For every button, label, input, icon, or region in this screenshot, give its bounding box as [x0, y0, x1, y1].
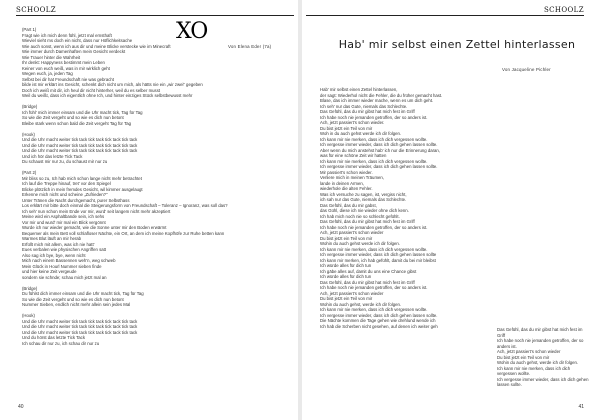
lyric-line: Du bist jetzt ein Teil von mir: [497, 354, 550, 360]
lyric-line: Ich habe noch nie jemanden getroffen, der so anders ist.: [320, 285, 428, 290]
lyric-line: Ich seh' nun schon mein Ende vor mir, wurd' seit langem nicht mehr akzeptiert: [22, 208, 171, 214]
lyric-line: Erfüllt mich mit allem, was ich nie hatt': [22, 241, 95, 247]
lyric-line: Ich kann mir nie merken, dass ich dich vergessen wollte.: [320, 158, 428, 164]
lyric-line: anders ist.: [497, 343, 517, 349]
lyric-line: Wohin du auch gehst werde ich dir folgen.: [320, 241, 400, 246]
lyric-line: Ich kann mir nie merken, dass ich dich vergessen wollte.: [320, 307, 428, 312]
lyric-line: Ach, jetzt passiert's schon wieder.: [320, 120, 385, 125]
lyric-line: Was ich versuche zu sagen, ist, vergiss nicht,: [320, 191, 407, 197]
lyric-line: Ich kann mir merken, ich hab gefühlt, damit du bei mir bleibst: [320, 257, 436, 263]
lyric-line: Ich vergesse immer wieder, dass ich dich gehen lassen sollte.: [320, 142, 438, 147]
header-rule: [16, 15, 294, 16]
lyric-line: So wie die Zeit vergeht und so wie es dich nun betont: [22, 296, 124, 302]
lyric-line: Eues verbalen wie physischen Angriffen satt: [22, 247, 106, 252]
header-rule: [306, 15, 584, 16]
lyric-line: Das Gefühl, das du mir gibst hat mich fest im: [497, 327, 583, 332]
lyric-line: Die Nächte kommen die Tage gehen wie drehlund wende ich: [320, 318, 436, 323]
lyric-line: Ich habe noch nie jemanden getroffen, der so anders ist.: [320, 224, 428, 230]
lyric-line: Und ich hör das letzte Tick Tack: [22, 153, 83, 159]
page-number: 40: [18, 404, 24, 410]
lyric-line: Und die Uhr macht weiter tick tack tick tack tick tack tick tack: [22, 324, 138, 329]
lyric-line: (Bridge): [22, 104, 38, 109]
lyric-line: So wie die Zeit vergeht und so wie es dich nun betont: [22, 115, 124, 120]
lyric-line: (Bridge): [22, 285, 38, 291]
lyric-line: Ich vergesse immer wieder, dass ich dich gehen lassen sollte.: [320, 312, 438, 318]
lyric-line: Meine wird ein Asphaltbande sein, ich sehs: [22, 214, 105, 219]
lyric-line: Ich habe noch nie jemanden getroffen, der so anders ist.: [320, 114, 428, 120]
lyric-line: Wieviel sieht ms doch ein nicht, dass nur Höflichkeitsache: [22, 38, 133, 43]
lyric-line: sondern sie schnde; schau mich jetzt mal an: [22, 274, 107, 280]
lyric-line: (Hook): [22, 313, 35, 318]
lyric-line: Wegen euch, ja, jeden Tag: [22, 71, 73, 76]
lyric-line: Vor mir und wurd' mir mal ein Blick vergönnt: [22, 219, 106, 225]
lyric-line: Blase, das ich immer wieder mache, wenn es um dich geht.: [320, 98, 434, 103]
lyric-line: Ich würde alles für dich tun: [320, 274, 372, 279]
lyric-line: Mir bliss so zu, Ich hab mich schon lange nicht mehr betrachtet: [22, 175, 142, 181]
lyric-line: Wohin du auch gehst, werde ich dir folgen.: [320, 301, 402, 307]
lyric-line: (Part 1): [22, 27, 37, 32]
lyric-line: Du fühlst dich immer einsam und die Uhr macht tick, Tag für Tag: [22, 291, 144, 296]
lyric-line: Ich lauf die Treppe hinauf, tret' vor den Spiegel: [22, 181, 111, 186]
lyric-line: Und die Uhr macht weiter tick tack tick tack tick tack tick tack: [22, 137, 138, 142]
lyric-line: Du schaust mir nur zu, du schaust mir nur zu: [22, 159, 108, 164]
lyric-line: wiederhole die alten Fehler.: [320, 186, 373, 191]
lyric-line: Griff: [497, 332, 506, 338]
lyric-line: Aber wenn du mich anstehst hab' ich nur die Erinnerung daran,: [320, 147, 441, 153]
lyric-line: Ich vergesse immer wieder, dass ich dich gehen: [497, 376, 589, 382]
lyric-line: Woh in du auch gehst werde ich dir folgen.: [320, 131, 402, 136]
lyric-line: vergessen wollte.: [497, 371, 531, 376]
song-lyrics: [320, 87, 470, 329]
lyric-line: Wurde ich nur wieder gemacht, wie die Sonne unter mir den Boden erwärmt: [22, 225, 167, 230]
lyric-line: Mein Glück in Hourl Nummer sieben finde: [22, 263, 102, 269]
lyric-line: Mich nach einem Bassennen weh'n, weg schweb: [22, 258, 116, 263]
lyric-line: Ich vergesse immer wieder, dass ich dich gehen lassen sollte: [320, 252, 437, 257]
lyric-line: Blicke plötzlich in mein fremdes Gesicht, wil kimmer ausgelaugt: [22, 186, 143, 192]
lyric-line: Hab' mir selbst einen Zettel hinterlassen,: [320, 87, 398, 92]
lyric-line: Und du hörst das letzte Tick Tack: [22, 335, 85, 340]
lyric-line: Ich gäbe alles auf, damit du uns eine Chance gibst: [320, 268, 417, 274]
lyric-line: und hier keine Zeit vergeude: [22, 269, 77, 274]
lyric-line: Du bist jetzt ein Teil von mir: [320, 125, 373, 131]
magazine-brand: SCHOOLZ: [543, 6, 584, 14]
lyric-line: Verliere mich in meinen Träumen,: [320, 175, 385, 180]
lyric-line: Doch ich weiß mit dir, ich heul dir nicht hinterher, weil du es selber musst: [22, 87, 161, 93]
lyric-line: Ich hab mich noch nie so schlecht gefühlt.: [320, 213, 400, 219]
lyric-line: Du bist jetzt ein Teil von mir: [320, 296, 373, 301]
lyric-line: Unter Tränen die Nacht durchgemacht, purer Selbsthass: [22, 197, 130, 203]
lyric-line: Das Gefühl, das du mir gibst hat mich fest im Griff: [320, 109, 415, 114]
lyric-line: Ach, jetzt passiert's schon wieder: [320, 290, 384, 296]
lyric-line: Ich schau dir nur zu, ich schau dir nur zu: [22, 340, 100, 346]
lyrics-side-column: [497, 327, 597, 388]
lyric-line: Und die Uhr macht weiter tick tack tick tack tick tack tick tack: [22, 329, 138, 335]
lyric-line: Das Gefühl, das du mir gibst hat mich fest im Griff: [320, 219, 415, 224]
lyric-line: Ich hab die Scherben nicht gesehen, auf denen ich weiter geh: [320, 323, 438, 329]
lyric-line: Wie Trauer hinter die Wahrheit: [22, 54, 81, 60]
lyric-line: Mir passiert's schon wieder.: [320, 169, 373, 175]
lyric-line: Erkenne mich nicht und scheine „Zufrieden?“: [22, 192, 108, 197]
song-lyrics: [22, 27, 272, 346]
page-number: 41: [578, 404, 584, 410]
lyric-line: Das Gefühl, das du mir gabst,: [320, 202, 377, 208]
lyric-line: Selbst bei dir hat Freundschaft nie was gebracht: [22, 76, 114, 82]
lyric-line: Du bist jetzt ein Teil von mir: [320, 235, 373, 241]
lyric-line: (Part 2): [22, 170, 37, 175]
lyric-line: Wohin du auch gehst, werde ich dir folgen.: [497, 360, 579, 365]
lyric-line: lande in deinen Armen,: [320, 180, 364, 186]
lyric-line: Das Gefühl, das du mir gibst hat mich fest im Griff: [320, 279, 415, 285]
lyric-line: Ich habe noch nie jemanden getroffen, der so: [497, 338, 584, 343]
lyric-line: bilde ist mir erklärt ins Gesicht, schenkt dich nicht um mich, als hätts nie ein „wir zwei“ gegeben: [22, 82, 203, 87]
magazine-brand: SCHOOLZ: [16, 6, 57, 14]
lyric-line: Ich würde alles für dich tun: [320, 263, 372, 268]
lyric-line: Und die Uhr macht weiter tick tack tick tack tick tack tick tack: [22, 148, 138, 153]
xo-logo: XO: [176, 19, 208, 44]
lyric-line: der sagt: Wiederhol nicht die Fehler, die du früher gemacht hast.: [320, 92, 443, 98]
lyric-line: Also sag ich bye, bye, wenn nicht: [22, 252, 86, 258]
lyric-line: Und die Uhr macht weiter tick tack tick tack tick tack tick tack: [22, 142, 138, 148]
lyric-line: Und die Uhr macht weiter tick tack tick tack tick tack tick tack: [22, 318, 138, 324]
lyric-line: ich sah nur das Gute, niemals das Schlechte.: [320, 197, 407, 202]
author-credit: Von Elena Eder (7a): [228, 44, 272, 49]
lyric-line: Weil du weißt, dass ich eigentlich ohne Ich, und hinter einziges Stück selbstbewusst mehr: [22, 93, 193, 98]
lyric-line: Keiner von euch weiß, was in mir wirklich geht: [22, 65, 110, 71]
lyric-line: Ich seh' nur das Gute, niemals das Schlechte.: [320, 103, 408, 109]
lyric-line: (Hook): [22, 131, 35, 137]
lyric-line: Wie immer durch Damenhaften mein Gesicht verdeckt: [22, 49, 126, 54]
lyric-line: Ach, jetzt passiert's schon wieder: [497, 349, 561, 354]
lyric-line: Ich kann mir nie merken, dass ich dich vergessen wollte.: [320, 246, 428, 252]
lyric-line: Bequemer als mein Bett voll schlafloser Nächte, ein Ort, an dem ich meine Kopfhöfe zur Ruhe betten kann: [22, 230, 225, 236]
lyric-line: Ach, jetzt passiert's schon wieder: [320, 230, 384, 235]
lyric-line: Warmes Blut läuft an mir herab: [22, 236, 82, 241]
lyric-line: Ich vergesse immer wieder, dass ich dich gehen lassen sollte.: [320, 164, 438, 169]
lyric-line: Ich kann mir nie merken, dass ich dich: [497, 365, 571, 371]
lyric-line: Bleibe stark wenn schon bald die Zeit vergeht Tag für Tag: [22, 120, 131, 126]
lyric-line: Ich kann mir nie merken, dass ich dich vergessen wollte.: [320, 136, 428, 142]
lyric-line: lassen sollte.: [497, 382, 522, 387]
left-page: [0, 0, 298, 420]
lyric-line: Los erklärt mir bitte doch einmal die Steigerungsform von Freundschaft – Toleranz – Ignoranz, was soll das?: [22, 203, 228, 208]
right-page: [302, 0, 600, 420]
lyric-line: Nummer Sieben, endlich nicht mehr allein sein jedes Mal: [22, 302, 131, 307]
lyric-line: Wie auch sonst, wenn ich aus dir und meine Blicke verstecke wie im Minecraft: [22, 43, 171, 49]
lyric-line: das Gühl, diese ich nie wieder ohne dich kenn.: [320, 208, 409, 213]
lyric-line: Ihr denkt: Happyness bestimmt mein Leben: [22, 60, 105, 65]
article-title: Hab' mir selbst einen Zettel hinterlassen: [338, 38, 576, 51]
lyric-line: Ich fühl' mich immer einsam und die Uhr macht tick, Tag für Tag: [22, 109, 143, 115]
lyric-line: was für eine schöne Zeit wir hatten: [320, 153, 387, 158]
author-credit: Von Jacqueline Pichler: [502, 67, 551, 72]
lyric-line: Fragt wie ich mich denn fühl, jetzt mal ernsthaft: [22, 32, 112, 38]
